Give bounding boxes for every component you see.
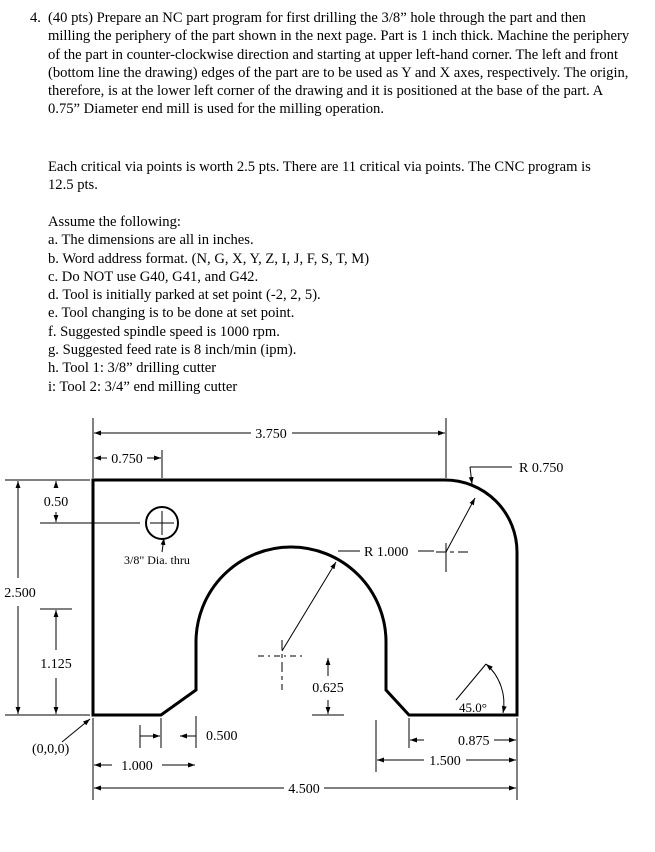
- problem-number: 4.: [30, 10, 41, 26]
- assumption-item: a. The dimensions are all in inches.: [48, 232, 254, 249]
- assumption-item: f. Suggested spindle speed is 1000 rpm.: [48, 323, 280, 340]
- assumption-item: e. Tool changing is to be done at set point.: [48, 305, 295, 322]
- dim-3750-label: 3.750: [255, 427, 287, 442]
- angle-arc: [486, 664, 504, 713]
- dim-2500-label: 2.500: [4, 586, 36, 601]
- dim-0500-label: 0.500: [206, 729, 238, 744]
- assumptions-heading: Assume the following:: [48, 214, 181, 230]
- origin-label: (0,0,0): [32, 742, 70, 757]
- problem-text: (40 pts) Prepare an NC part program for first drilling the 3/8” hole through the part and then milling the periphery of the part shown in the next page. Part is 1 inch thick. Machine the periphery of the part in counter-clockwise direction and starting at upper left-hand corner. The left and front (bottom line the drawing) edges of the part are to be used as Y and X axes, respectively. The origin, therefore, is at the lower left corner of the drawing and it is positioned at the base of the part. A 0.75” Diameter end mill is used for the milling operation.: [48, 10, 630, 118]
- part-outline: [93, 480, 517, 715]
- hole-note: 3/8" Dia. thru: [124, 553, 190, 567]
- dim-1500-label: 1.500: [429, 754, 461, 769]
- radius-center-leader: [446, 498, 475, 552]
- dim-4500-label: 4.500: [288, 782, 320, 797]
- dim-1000-label: 1.000: [121, 759, 153, 774]
- radius-leader: [282, 562, 336, 651]
- assumption-item: d. Tool is initially parked at set point (-2, 2, 5).: [48, 287, 321, 304]
- assumption-item: i: Tool 2: 3/4” end milling cutter: [48, 378, 238, 395]
- assumptions-list: [48, 213, 608, 396]
- radius-leader: [470, 467, 472, 484]
- assumption-item: h. Tool 1: 3/8” drilling cutter: [48, 360, 217, 377]
- dim-0875-label: 0.875: [458, 734, 490, 749]
- dim-0750-label: 0.750: [111, 452, 143, 467]
- angle-45-label: 45.0°: [459, 700, 487, 715]
- part-drawing: [0, 412, 655, 842]
- origin-leader: [62, 719, 90, 742]
- dim-050-label: 0.50: [43, 495, 69, 510]
- assumption-item: c. Do NOT use G40, G41, and G42.: [48, 268, 259, 285]
- hole-leader: [162, 538, 164, 552]
- dim-0625-label: 0.625: [312, 681, 344, 696]
- assumption-item: g. Suggested feed rate is 8 inch/min (ipm).: [48, 342, 297, 359]
- radius-0750-label: R 0.750: [519, 461, 564, 476]
- assumption-item: b. Word address format. (N, G, X, Y, Z, I, J, F, S, T, M): [48, 250, 370, 267]
- dim-1125-label: 1.125: [40, 657, 72, 672]
- radius-1000-label: R 1.000: [364, 545, 409, 560]
- problem-statement: [30, 9, 630, 119]
- angle-leader: [456, 664, 486, 700]
- points-note: Each critical via points is worth 2.5 pts. There are 11 critical via points. The CNC program is 12.5 pts.: [48, 159, 591, 194]
